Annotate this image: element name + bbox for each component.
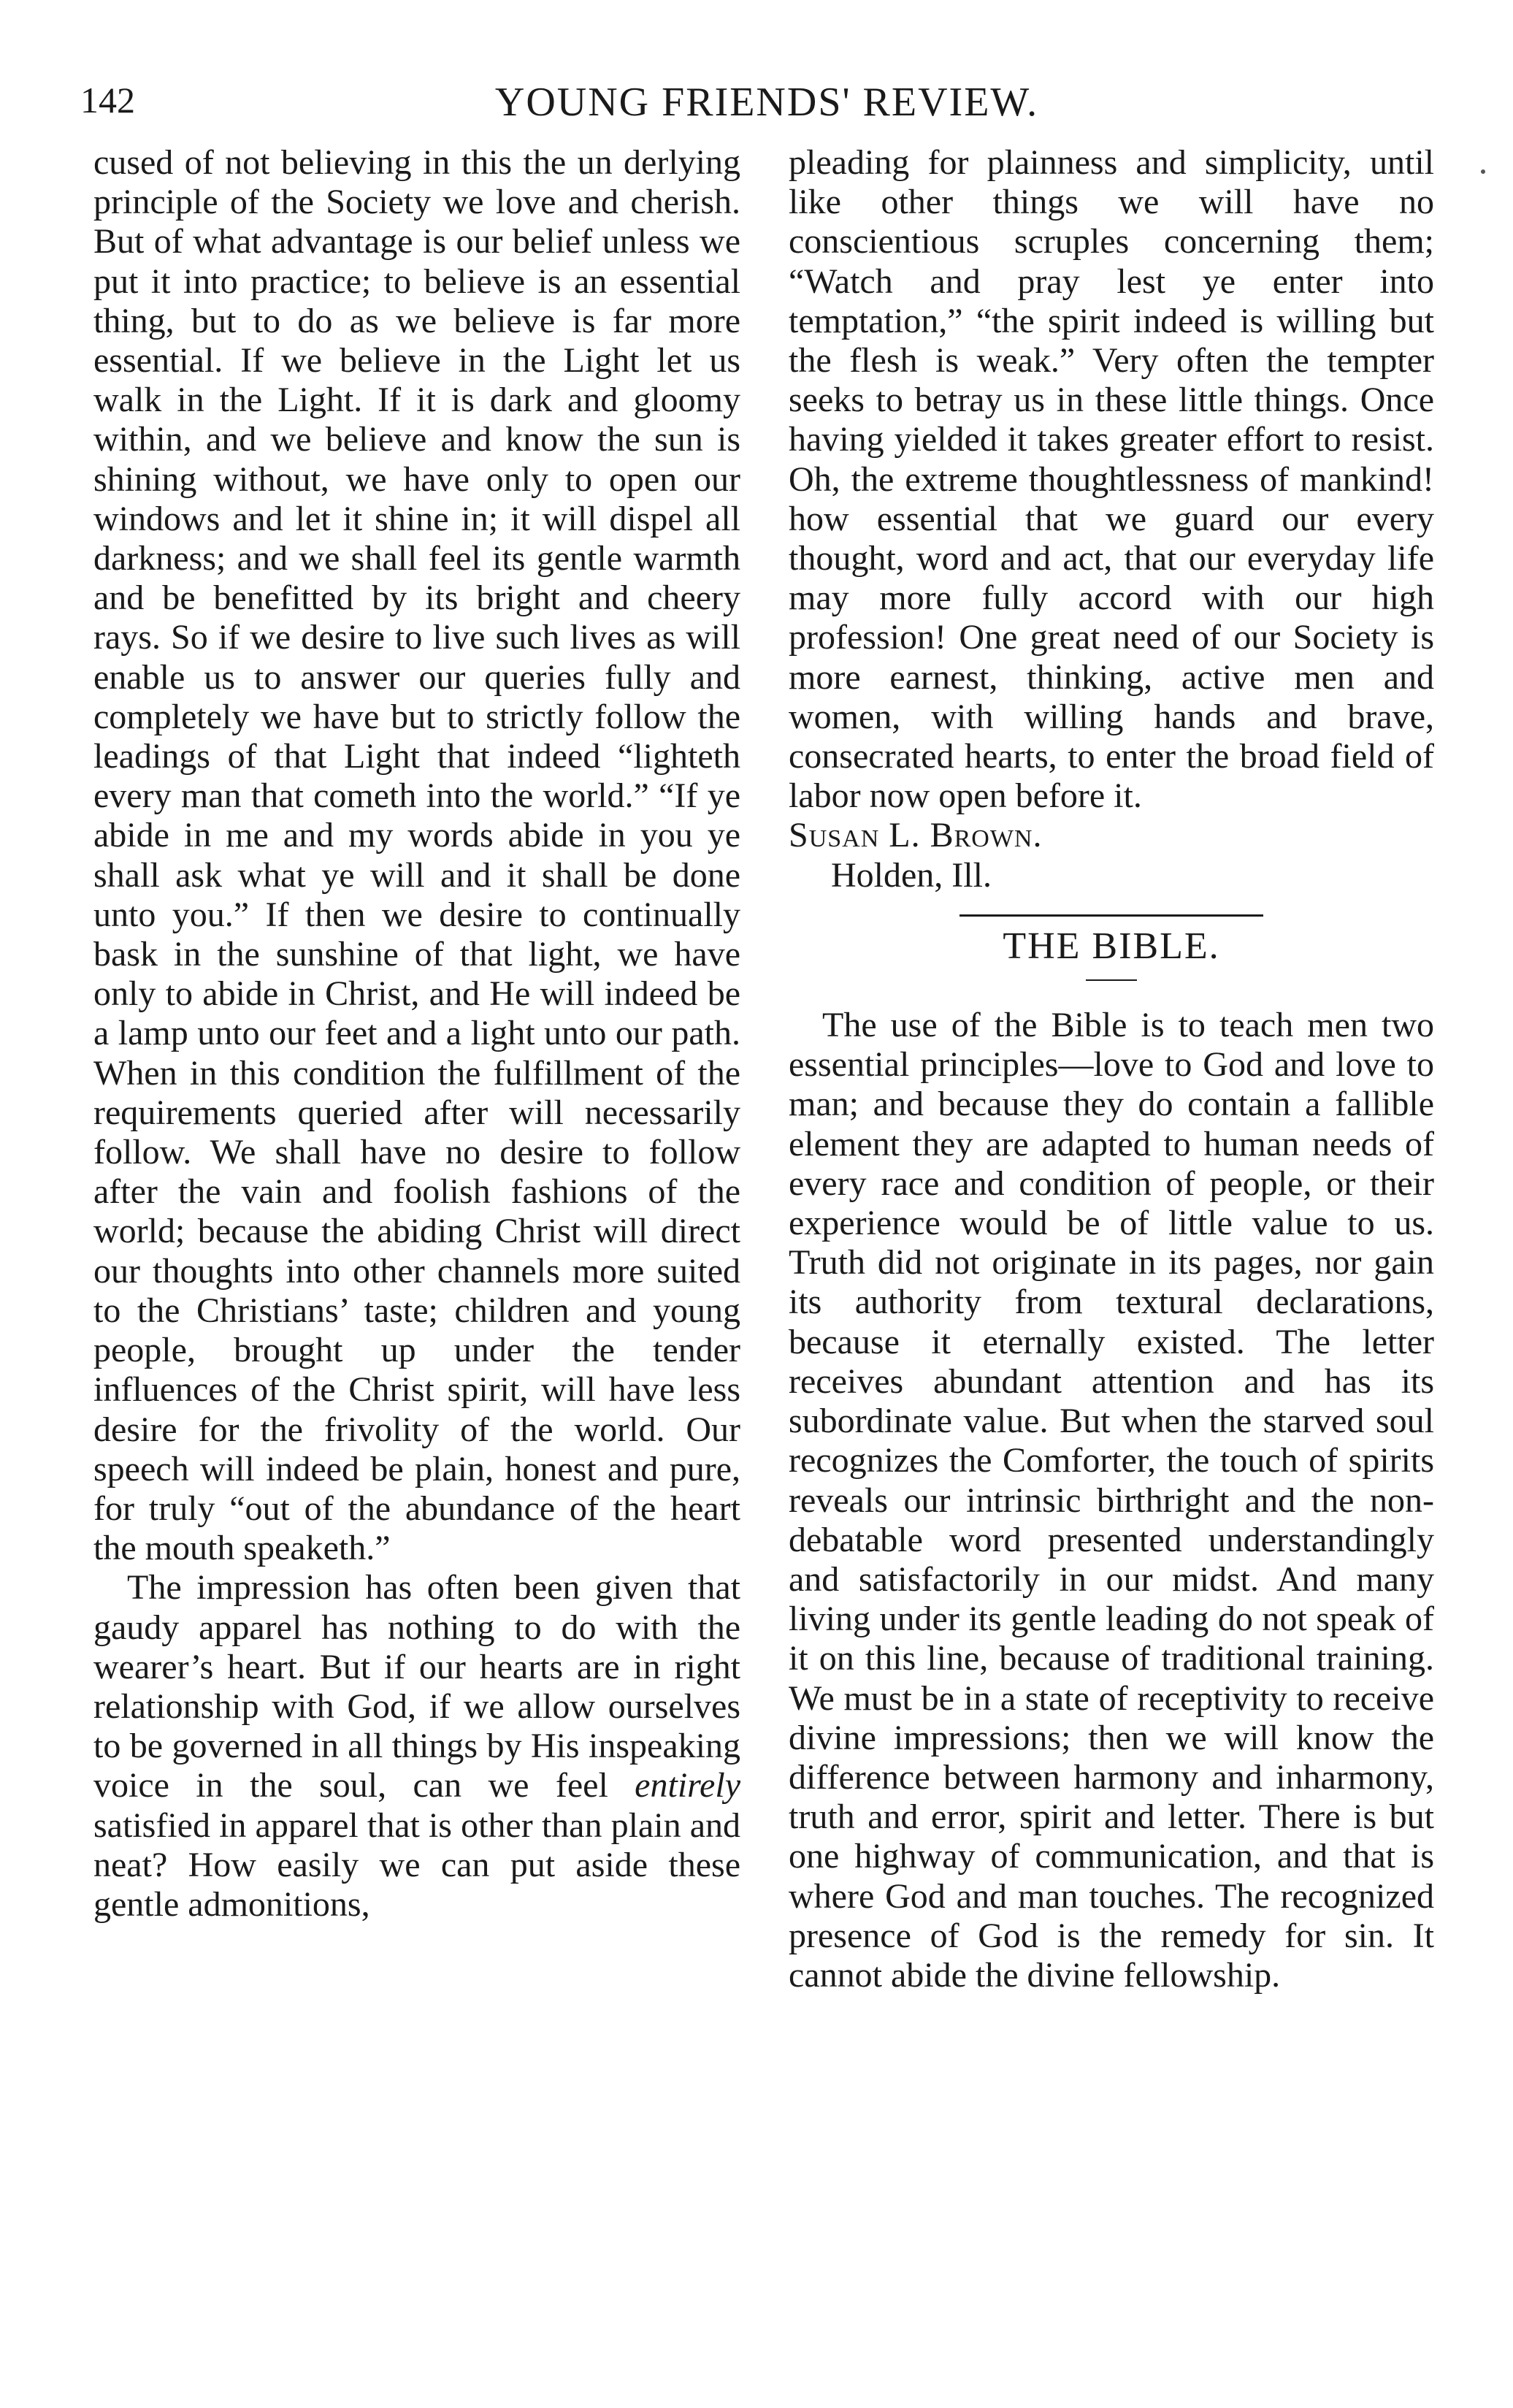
paragraph-text: satisfied in apparel that is other than plain and neat? How easily we can put aside these gentle admonitions, [93, 1805, 740, 1924]
page-number: 142 [80, 80, 135, 121]
bible-paragraph: The use of the Bible is to teach men two essential principles—love to God and love to man; and because they do contain a fallible element they are adapted to human needs of every race and condition of people, or their experience would be of little value to us. Truth did not originate in its pages, nor gain its authority from textural declarations, because it eternally existed. The letter receives abundant attention and has its subordinate value. But when the starved soul recognizes the Comforter, the touch of spirits reveals our intrinsic birthright and the non-debatable word presented understandingly and satisfactorily in our midst. And many living under its gentle leading do not speak of it on this line, because of traditional training. We must be in a state of receptivity to receive divine impressions; then we will know the difference between harmony and inharmony, truth and error, spirit and letter. There is but one highway of communication, and that is where God and man touches. The recognized presence of God is the remedy for sin. It cannot abide the divine fellowship. [789, 1006, 1434, 1995]
left-column [93, 143, 740, 1925]
author-place: Holden, Ill. [831, 855, 992, 895]
emphasized-word: entirely [635, 1766, 740, 1805]
paragraph-text: The impression has often been given that gaudy apparel has nothing to do with the wearer’s heart. But if our hearts are in right relationship with God, if we allow ourselves to be governed in all things by His inspeaking voice in the soul, can we feel [93, 1568, 740, 1805]
left-paragraph-1: cused of not believing in this the un derlying principle of the Society we love and cherish. But of what advantage is our belief unless we put it into practice; to believe is an essential thing, but to do as we believe is far more essential. If we believe in the Light let us walk in the Light. If it is dark and gloomy within, and we believe and know the sun is shining without, we have only to open our windows and let it shine in; it will dispel all darkness; and we shall feel its gentle warmth and be benefitted by its bright and cheery rays. So if we desire to live such lives as will enable us to answer our queries fully and completely we have but to strictly follow the leadings of that Light that indeed “lighteth every man that cometh into the world.” “If ye abide in me and my words abide in you ye shall ask what ye will and it shall be done unto you.” If then we desire to continually bask in the sunshine of that light, we have only to abide in Christ, and He will indeed be a lamp unto our feet and a light unto our path. When in this condition the fulfillment of the requirements queried after will necessarily follow. We shall have no desire to follow after the vain and foolish fashions of the world; because the abiding Christ will direct our thoughts into other channels more suited to the Christians’ taste; children and young people, brought up under the tender influences of the Christ spirit, will have less desire for the frivolity of the world. Our speech will indeed be plain, honest and pure, for truly “out of the abundance of the heart the mouth speaketh.” [93, 143, 740, 1568]
left-paragraph-2 [93, 1568, 740, 1925]
right-paragraph-1: pleading for plainness and simplicity, until like other things we will have no conscientious scruples concerning them; “Watch and pray lest ye enter into temptation,” “the spirit indeed is willing but the flesh is weak.” Very often the tempter seeks to betray us in these little things. Once having yielded it takes greater effort to resist. Oh, the extreme thoughtlessness of mankind! how essential that we guard our every thought, word and act, that our everyday life may more fully accord with our high profession! One great need of our Society is more earnest, thinking, active men and women, with willing hands and brave, consecrated hearts, to enter the broad field of labor now open before it. [789, 143, 1434, 816]
section-title: THE BIBLE. [1003, 925, 1220, 967]
stray-mark [1481, 169, 1485, 174]
author-signature [789, 816, 1434, 855]
page-header [80, 79, 1453, 137]
author-name: Susan L. Brown. [789, 816, 1043, 855]
right-column [789, 143, 1434, 1995]
section-divider [959, 914, 1263, 917]
running-title: YOUNG FRIENDS' REVIEW. [494, 80, 1039, 125]
title-underline [1086, 979, 1137, 981]
